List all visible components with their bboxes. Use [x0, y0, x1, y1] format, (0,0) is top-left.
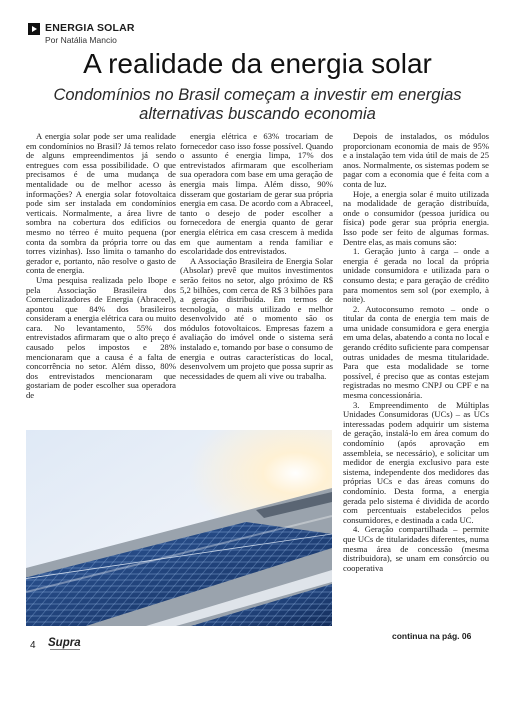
continued-on-page: continua na pág. 06 — [392, 631, 472, 641]
brand-name: Supra — [48, 637, 81, 649]
paragraph: Hoje, a energia solar é muito utilizada na modalidade de geração distribuída, onde o consumidor (pessoa jurídica ou física) pode gerar sua própria energia. Isso pode ser feito de algumas formas. Dentre elas, as mais comuns são: — [343, 188, 489, 247]
paragraph: A energia solar pode ser uma realidade em condomínios no Brasil? Já temos relato de alguns empreendimentos já sendo entregues com essa possibilidade. O que precisamos é de uma mudança de mentalidade ou de melhor acesso às informações? A energia solar fotovoltaica pode sim ser instalada em condomínios verticais. Normalmente, a área livre de sombra na cobertura dos edifícios ou mesmo no térreo é muito pequena (por conta da sombra da própria torre ou das torres vizinhas). Isso limita o tamanho do gerador e, portanto, não resolve o gasto de conta de energia. — [26, 132, 176, 276]
page-number: 4 — [30, 640, 36, 651]
article-column-1 — [26, 132, 176, 422]
article-headline: A realidade da energia solar — [83, 48, 432, 79]
paragraph: Uma pesquisa realizada pelo Ibope e pela Associação Brasileira dos Comercializadores de Energia (Abraceel), apontou que 84% dos brasileiros consideram a energia elétrica cara ou muito cara. No levantamento, 55% dos entrevistados afirmaram que o alto preço é causado pelos impostos e 28% mencionaram que a causa é a falta de concorrência no setor. Além disso, 80% dos entrevistados mencionaram que gostariam de poder escolher sua operadora de — [26, 274, 176, 401]
list-item: 1. Geração junto à carga – onde a energia é gerada no local da própria unidade consumidora e utilizada para o consumo desta; e para geração de crédito para momentos sem sol (por exemplo, à noite). — [343, 246, 489, 305]
solar-panels-photo — [26, 430, 332, 626]
paragraph: Depois de instalados, os módulos proporcionam economia de mais de 95% e a instalação tem vida útil de mais de 25 anos. Normalmente, os sistemas podem se pagar com a economia que é feita com a conta de luz. — [343, 132, 489, 189]
section-arrow-icon — [28, 23, 40, 35]
list-item: 2. Autoconsumo remoto – onde o titular da conta de energia tem mais de uma unidade consumidora e gera energia em uma delas, abatendo a conta no local e gerando crédito suficiente para compensar outras unidades de mesma titularidade. Para que esta modalidade se torne possível, é preciso que as contas estejam registradas no mesmo CNPJ ou CPF e na mesma concessionária. — [343, 303, 489, 401]
author-byline: Por Natália Mancio — [45, 35, 117, 45]
paragraph: energia elétrica e 63% trocariam de fornecedor caso isso fosse possível. Quando o assunto é energia limpa, 17% dos entrevistados afirmaram que escolheriam sua operadora com base em uma geração de energia mais limpa. Além disso, 90% disseram que gostariam de gerar sua própria energia em casa. De acordo com a Abraceel, tanto o desejo de poder escolher a fornecedora de energia quanto de gerar energia elétrica em casa crescem à medida em que aumentam a renda familiar e escolaridade dos entrevistados. — [180, 132, 333, 257]
paragraph: A Associação Brasileira de Energia Solar (Absolar) prevê que muitos investimentos serão feitos no setor, algo próximo de R$ 5,2 bilhões, com cerca de R$ 3 bilhões para a geração distribuída. Em termos de tecnologia, o mais utilizado e melhor desenvolvido até o momento são os módulos fotovoltaicos. Empresas fazem a avaliação do imóvel onde o sistema será instalado e, tomando por base o consumo de energia e outras características do local, desenvolvem um projeto que possa suprir as necessidades de quem ali vive ou trabalha. — [180, 255, 333, 381]
list-item: 3. Empreendimento de Múltiplas Unidades Consumidoras (UCs) – as UCs interessadas podem adquirir um sistema de geração, instalá-lo em área comum do condomínio (após aprovação em assembleia, se necessário), e solicitar um medidor de energia exclusivo para este sistema, independente dos medidores das próprias UCs e das áreas comuns do condomínio. Desta forma, a energia gerada pelo sistema é dividida de acordo com percentuais estabelecidos pelos consumidores, e destinada a cada UC. — [343, 399, 489, 525]
list-item: 4. Geração compartilhada – permite que UCs de titularidades diferentes, numa mesma área de concessão (mesma distribuidora), se unam em consórcio ou cooperativa — [343, 524, 489, 573]
article-subheadline: Condomínios no Brasil começam a investir em energias alternativas buscando economia — [53, 86, 462, 123]
section-name: ENERGIA SOLAR — [45, 22, 135, 34]
article-column-2 — [180, 132, 333, 422]
brand-logo — [48, 637, 88, 655]
article-column-3 — [343, 132, 489, 617]
